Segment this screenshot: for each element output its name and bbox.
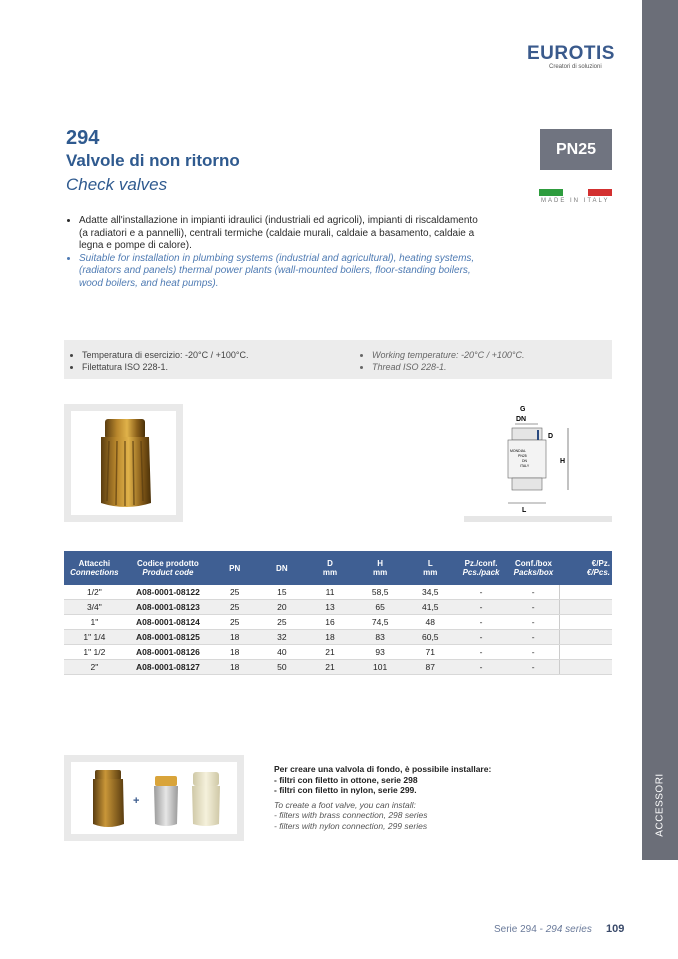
spec-thread-en: • Thread ISO 228-1. [372,361,525,373]
col-dn: DN [258,551,305,585]
diagram-label-h: H [560,458,566,465]
side-tab-label-wrap [642,760,678,850]
col-d: D mm [305,551,354,585]
diagram-marking-3: DN [522,459,528,463]
plus-icon: + [133,795,140,807]
spec-temperature-en: • Working temperature: -20°C / +100°C. [372,349,525,361]
table-row: 1/2" A08-0001-08122 25 15 11 58,5 34,5 - - [64,585,612,600]
brand-tagline: Creatori di soluzioni [549,64,602,70]
product-table [64,551,612,675]
table-row: 2" A08-0001-08127 18 50 21 101 87 - - [64,660,612,675]
col-pn: PN [211,551,258,585]
col-connections: Attacchi Connections [64,551,125,585]
note-en-line-1: To create a foot valve, you can install: [274,799,416,810]
note-it-line-2: - filtri con filetto in ottone, serie 298 [274,774,418,785]
spec-thread-it: • Filettatura ISO 228-1. [82,361,249,373]
footer-series-en: 294 series [545,924,592,935]
diagram-marking-1: MONDIAL [510,449,526,453]
side-tab-label: ACCESSORI [654,773,666,837]
product-title-it: Valvole di non ritorno [66,151,240,170]
table-row: 1" 1/2 A08-0001-08126 18 40 21 93 71 - - [64,645,612,660]
italian-flag-icon [539,189,612,196]
col-packs-box: Conf./box Packs/box [507,551,560,585]
footer-series-it: Serie 294 - [494,924,546,935]
col-product-code: Codice prodotto Product code [125,551,211,585]
note-it-line-3: - filtri con filetto in nylon, serie 299. [274,785,417,795]
footer-series [494,924,592,935]
pressure-badge: PN25 [540,129,612,170]
col-pcs-pack: Pz./conf. Pcs./pack [455,551,507,585]
dimension-diagram [490,400,590,515]
specs-box [64,340,612,379]
col-l: L mm [406,551,455,585]
diagram-label-dn: DN [516,416,527,423]
accessory-photo [71,762,237,834]
diagram-label-d: D [548,433,554,440]
brass-valve-image [71,411,176,515]
valve-with-filters-image [71,762,237,834]
diagram-label-g: G [520,406,526,413]
description-en: • Suitable for installation in plumbing systems (industrial and agricultural), heating systems, (radiators and panels) thermal power plants (wall-mounted boilers, floor-standing boilers, wood boilers, and heat pumps). [79,253,486,291]
diagram-label-l: L [522,507,527,514]
col-h: H mm [355,551,406,585]
product-description [66,215,486,290]
accessory-note [274,764,491,831]
table-row: 1" 1/4 A08-0001-08125 18 32 18 83 60,5 - - [64,630,612,645]
table-row: 1" A08-0001-08124 25 25 16 74,5 48 - - [64,615,612,630]
product-code: 294 [66,127,100,149]
note-it-line-1: Per creare una valvola di fondo, è possibile installare: [274,764,492,774]
product-photo [71,411,176,515]
spec-temperature-it: • Temperatura di esercizio: -20°C / +100°C. [82,349,249,361]
table-row: 3/4" A08-0001-08123 25 20 13 65 41,5 - - [64,600,612,615]
col-price: €/Pz. €/Pcs. [560,551,612,585]
diagram-marking-2: PN25 [518,454,527,458]
table-header-row [64,551,612,585]
note-en-line-2: - filters with brass connection, 298 series [274,810,428,820]
brand-logo: EUROTIS [527,43,615,64]
side-tab [642,0,678,860]
product-title-en: Check valves [66,175,168,194]
accessory-photo-frame [64,755,244,841]
description-it: • Adatte all'installazione in impianti idraulici (industriali ed agricoli), impianti di riscaldamento (a radiatori e a pannelli), centrali termiche (caldaie murali, caldaie a basamento, caldaie a legna e pompe di calore). [79,215,486,253]
diagram-marking-4: ITALY [520,464,530,468]
diagram-underline [464,516,612,522]
page-number: 109 [606,923,625,935]
product-photo-frame [64,404,183,522]
made-in-italy: MADE IN ITALY [541,198,610,204]
note-en-line-3: - filters with nylon connection, 299 series [274,820,428,831]
